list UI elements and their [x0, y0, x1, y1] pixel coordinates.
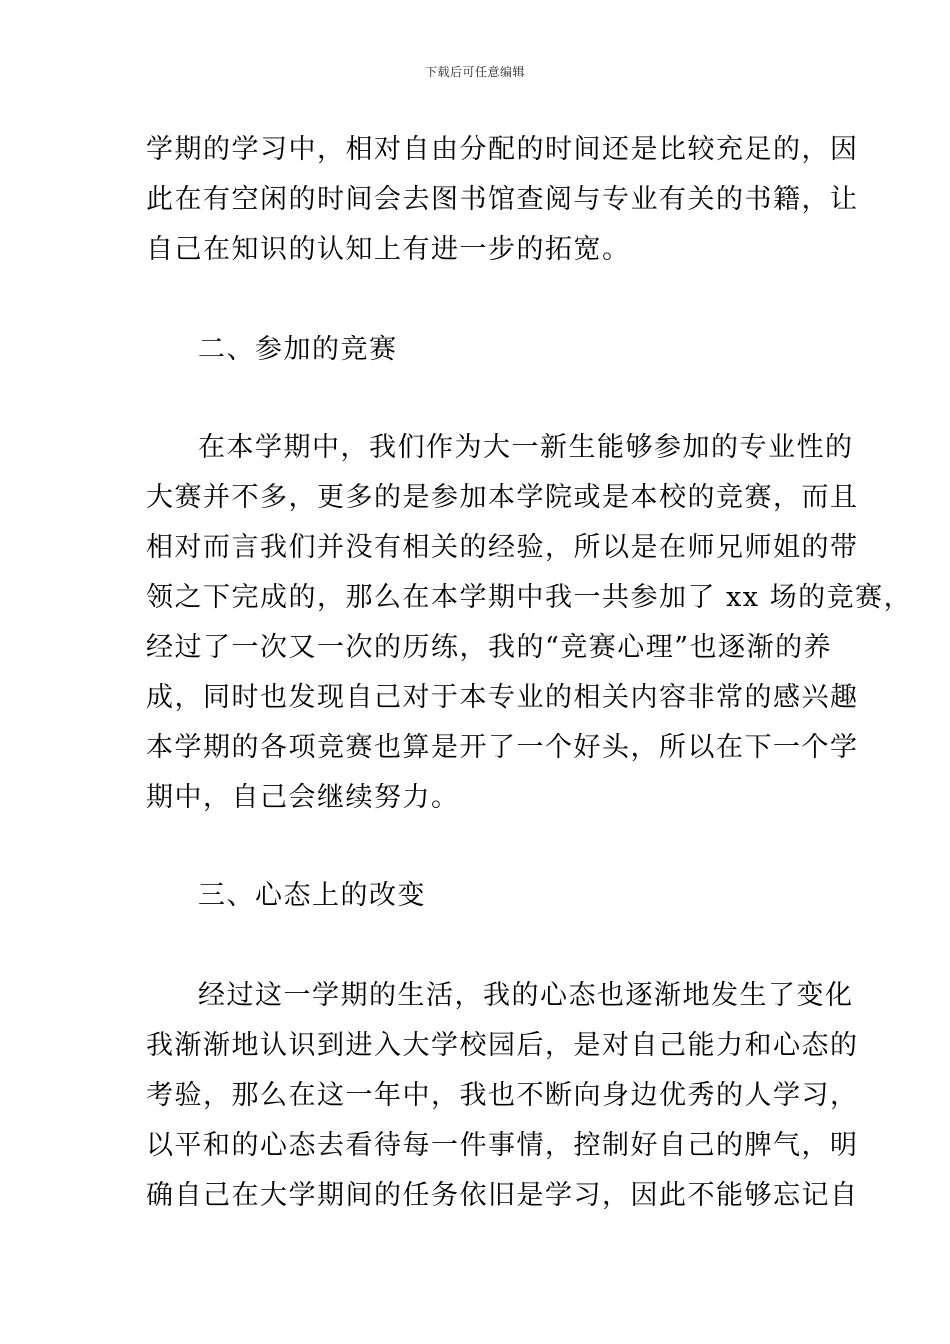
- paragraph-line: 学期的学习中，相对自由分配的时间还是比较充足的，因: [146, 134, 859, 165]
- paragraph-line: 确自己在大学期间的任务依旧是学习，因此不能够忘记自: [146, 1180, 859, 1211]
- section-heading: 三、心态上的改变: [198, 880, 426, 911]
- paragraph-line: 我渐渐地认识到进入大学校园后，是对自己能力和心态的: [146, 1030, 859, 1061]
- paragraph-line: 经过了一次又一次的历练，我的“竞赛心理”也逐渐的养: [146, 632, 833, 663]
- paragraph-line: 相对而言我们并没有相关的经验，所以是在师兄师姐的带: [146, 532, 859, 563]
- page-header: 下载后可任意编辑: [424, 65, 525, 79]
- paragraph-line: 在本学期中，我们作为大一新生能够参加的专业性的: [198, 432, 854, 463]
- paragraph-line: 本学期的各项竞赛也算是开了一个好头，所以在下一个学: [146, 732, 859, 763]
- paragraph-line: 经过这一学期的生活，我的心态也逐渐地发生了变化: [198, 980, 854, 1011]
- paragraph-line: 领之下完成的，那么在本学期中我一共参加了 xx 场的竞赛，: [146, 582, 913, 613]
- paragraph-line: 大赛并不多，更多的是参加本学院或是本校的竞赛，而且: [146, 482, 859, 513]
- paragraph-line: 成，同时也发现自己对于本专业的相关内容非常的感兴趣: [146, 682, 859, 713]
- paragraph-line: 以平和的心态去看待每一件事情，控制好自己的脾气，明: [146, 1130, 859, 1161]
- paragraph-line: 考验，那么在这一年中，我也不断向身边优秀的人学习，: [146, 1080, 859, 1111]
- paragraph-line: 此在有空闲的时间会去图书馆查阅与专业有关的书籍，让: [146, 184, 859, 215]
- paragraph-line: 自己在知识的认知上有进一步的拓宽。: [146, 234, 631, 265]
- paragraph-line: 期中，自己会继续努力。: [146, 782, 460, 813]
- section-heading: 二、参加的竞赛: [198, 334, 398, 365]
